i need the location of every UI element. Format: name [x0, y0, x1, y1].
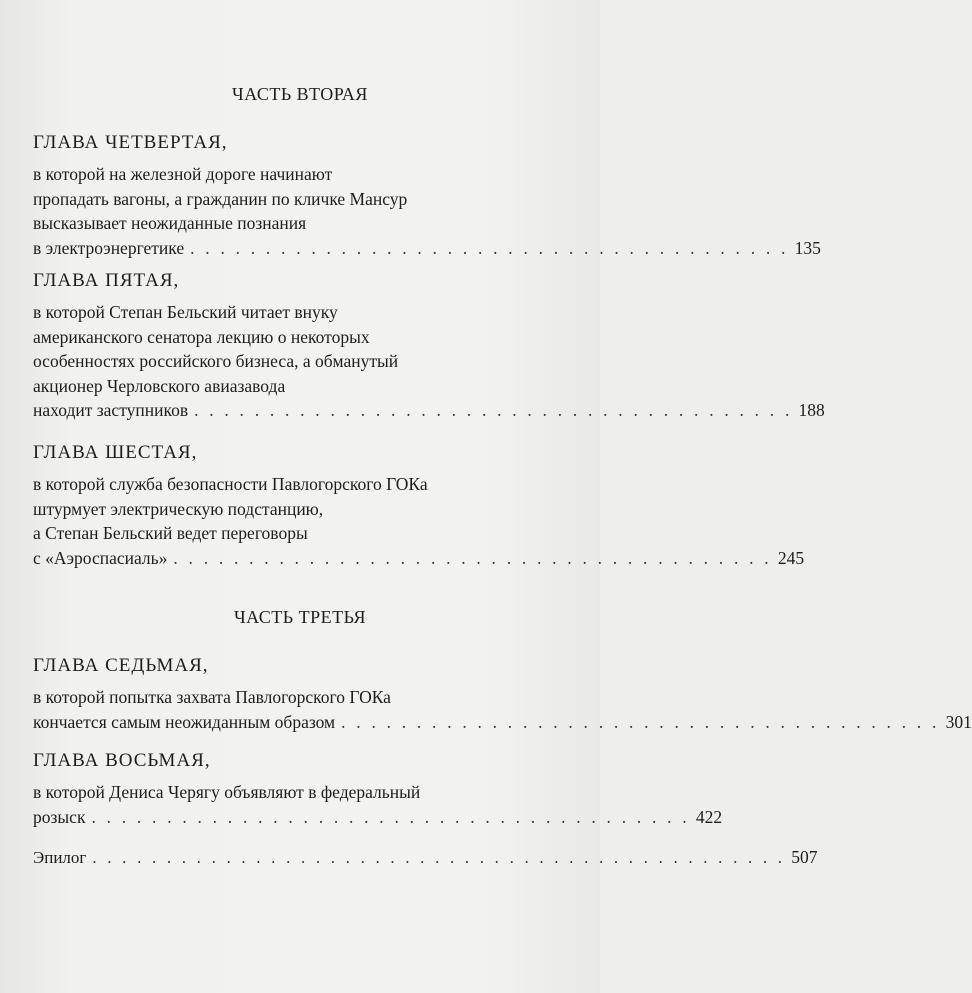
- chapter-title: ГЛАВА ПЯТАЯ,: [33, 270, 180, 291]
- description-line: в которой Степан Бельский читает внуку: [33, 302, 338, 322]
- chapter-entry-7: [33, 653, 972, 734]
- page-number: 301: [945, 711, 972, 732]
- chapter-entry-5: [33, 268, 825, 423]
- dot-leader: . . . . . . . . . . . . . . . . . . . . . . . . . . . . . . . . . . . . . . . .: [341, 711, 940, 732]
- dot-leader: . . . . . . . . . . . . . . . . . . . . . . . . . . . . . . . . . . . . . . . .: [173, 547, 772, 568]
- description-line: штурмует электрическую подстанцию,: [33, 498, 324, 519]
- chapter-description: [33, 685, 972, 734]
- description-line: особенностях российского бизнеса, а обманутый: [33, 351, 399, 371]
- description-line: в которой Дениса Черягу объявляют в федеральный: [33, 782, 421, 802]
- chapter-title: ГЛАВА ЧЕТВЕРТАЯ,: [33, 132, 228, 153]
- description-line: акционер Черловского авиазавода: [33, 375, 286, 396]
- chapter-entry-4: [33, 130, 821, 260]
- description-line: а Степан Бельский ведет переговоры: [33, 523, 308, 543]
- epilog-label: Эпилог: [33, 848, 87, 867]
- page-number: 245: [777, 547, 805, 568]
- dot-leader: . . . . . . . . . . . . . . . . . . . . . . . . . . . . . . . . . . . . . . . . . . . . . . .: [92, 848, 786, 867]
- part-heading-3: ЧАСТЬ ТРЕТЬЯ: [233, 607, 367, 627]
- description-line: кончается самым неожиданным образом: [33, 711, 336, 732]
- description-line: в которой служба безопасности Павлогорского ГОКа: [33, 474, 428, 494]
- dot-leader: . . . . . . . . . . . . . . . . . . . . . . . . . . . . . . . . . . . . . . . .: [190, 237, 789, 258]
- dot-leader: . . . . . . . . . . . . . . . . . . . . . . . . . . . . . . . . . . . . . . . .: [91, 806, 690, 827]
- description-last-line: [33, 236, 821, 261]
- description-line: с «Аэроспасиаль»: [33, 547, 168, 568]
- page-number: 135: [794, 237, 821, 258]
- dot-leader: . . . . . . . . . . . . . . . . . . . . . . . . . . . . . . . . . . . . . . . .: [194, 400, 793, 420]
- chapter-description: [33, 472, 805, 570]
- part-heading-2: ЧАСТЬ ВТОРАЯ: [232, 84, 368, 104]
- description-last-line: [33, 710, 972, 735]
- description-line: пропадать вагоны, а гражданин по кличке Мансур: [33, 188, 408, 209]
- chapter-title: ГЛАВА ШЕСТАЯ,: [33, 442, 198, 463]
- description-last-line: [33, 805, 723, 830]
- description-line: в которой попытка захвата Павлогорского ГОКа: [33, 687, 391, 707]
- chapter-entry-6: [33, 440, 805, 570]
- chapter-title: ГЛАВА СЕДЬМАЯ,: [33, 655, 209, 676]
- description-line: в которой на железной дороге начинают: [33, 164, 333, 184]
- description-line: в электроэнергетике: [33, 237, 185, 258]
- description-line: розыск: [33, 806, 86, 827]
- chapter-description: [33, 780, 723, 829]
- description-line: американского сенатора лекцию о некоторых: [33, 326, 370, 347]
- page-number: 422: [695, 806, 723, 827]
- chapter-description: [33, 162, 821, 260]
- epilog-entry: [33, 847, 818, 868]
- chapter-entry-8: [33, 748, 723, 829]
- chapter-title: ГЛАВА ВОСЬМАЯ,: [33, 750, 211, 771]
- page-number: 507: [791, 847, 818, 867]
- description-last-line: [33, 546, 805, 571]
- chapter-description: [33, 300, 825, 423]
- page-number: 188: [798, 400, 825, 420]
- description-line: находит заступников: [33, 400, 189, 420]
- description-last-line: [33, 398, 825, 423]
- description-line: высказывает неожиданные познания: [33, 213, 307, 233]
